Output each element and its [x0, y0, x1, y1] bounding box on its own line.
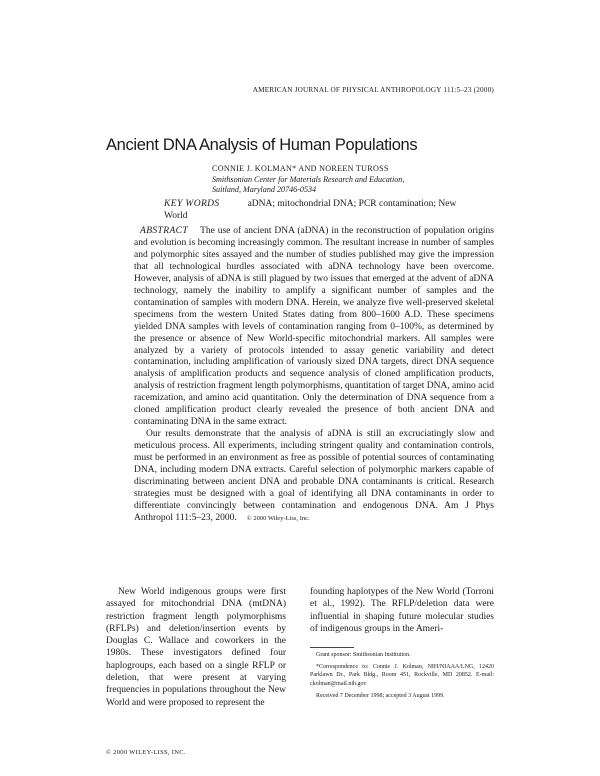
abstract-copyright: © 2000 Wiley-Liss, Inc. [246, 514, 310, 522]
footnote-grant: Grant sponsor: Smithsonian Institution. [316, 652, 411, 658]
body-left-paragraph: New World indigenous groups were first assayed for mitochondrial DNA (mtDNA) restriction fragment length polymorphisms (RFLPs) and deletion/insertion events by Douglas C. Wallace and coworkers in the 1980s. These investigators defined four haplogroups, each based on a single RFLP or deletion, that were present at varying frequencies in populations throughout the New World and were proposed to represent the [106, 587, 286, 708]
body-left-column [106, 586, 286, 709]
keywords [164, 198, 464, 222]
footnote-rule [310, 647, 354, 648]
footnotes [310, 651, 494, 700]
body-right-column [310, 586, 494, 635]
affiliation-line-1: Smithsonian Center for Materials Research and Education, [212, 174, 405, 184]
article-title: Ancient DNA Analysis of Human Populations [106, 136, 418, 154]
abstract-paragraph-1-text: The use of ancient DNA (aDNA) in the reconstruction of population origins and evolution is becoming increasingly common. The resultant increase in number of samples and polymorphic sites assayed and the number of studies published may give the impression that all technological hurdles associated with aDNA technology have been overcome. However, analysis of aDNA is still plagued by two issues that emerged at the advent of aDNA technology, namely the inability to amplify a significant number of samples and the contamination of samples with modern DNA. Herein, we analyze five well-preserved skeletal specimens from the western United States dating from 800–1600 A.D. These specimens yielded DNA samples with levels of contamination ranging from 0–100%, as determined by the presence or absence of New World-specific mitochondrial markers. All samples were analyzed by a variety of protocols intended to assay genetic variability and detect contamination, including amplification of variously sized DNA targets, direct DNA sequence analysis of amplification products and sequence analysis of cloned amplification products, analysis of restriction fragment length polymorphisms, quantitation of target DNA, amino acid racemization, and amino acid quantitation. Only the determination of DNA sequence from a cloned amplification product clearly revealed the presence of both ancient DNA and contaminating DNA in the same extract. [134, 226, 494, 428]
footnote-received: Received 7 December 1998; accepted 3 August 1999. [316, 692, 445, 699]
keywords-text: aDNA; mitochondrial DNA; PCR contamination; New World [164, 199, 457, 221]
author-block [212, 164, 404, 196]
abstract-paragraph-2-text: Our results demonstrate that the analysis of aDNA is still an excruciatingly slow and meticulous process. All experiments, including stringent quality and contamination controls, must be performed in an environment as free as possible of potential sources of contaminating DNA, including modern DNA extracts. Careful selection of polymorphic markers capable of discriminating between ancient DNA and probable DNA contaminants is critical. Research strategies must be designed with a goal of identifying all DNA contaminants in order to differentiate convincingly between contamination and endogenous DNA. Am J Phys Anthropol 111:5–23, 2000. [134, 429, 494, 523]
abstract-paragraph-1 [134, 226, 494, 429]
footnote-correspondence: *Correspondence to: Connie J. Kolman, NIH/NIAAA/LNG, 12420 Parklawn Dr., Park Bldg., Room 451, Rockville, MD 20852. E-mail: ckolman@mail.nih.gov [310, 664, 494, 687]
body-right-paragraph: founding haplotypes of the New World (Torroni et al., 1992). The RFLP/deletion data were influential in shaping future molecular studies of indigenous groups in the Ameri- [310, 587, 494, 634]
keywords-label: KEY WORDS [164, 199, 220, 209]
abstract [134, 226, 494, 525]
abstract-paragraph-2 [134, 429, 494, 525]
affiliation-line-2: Suitland, Maryland 20746-0534 [212, 185, 317, 194]
page-copyright: © 2000 WILEY-LISS, INC. [106, 749, 186, 756]
running-head: AMERICAN JOURNAL OF PHYSICAL ANTHROPOLOGY 111:5–23 (2000) [252, 86, 494, 94]
author-names: CONNIE J. KOLMAN* AND NOREEN TUROSS [212, 164, 389, 173]
abstract-label: ABSTRACT [140, 226, 189, 236]
